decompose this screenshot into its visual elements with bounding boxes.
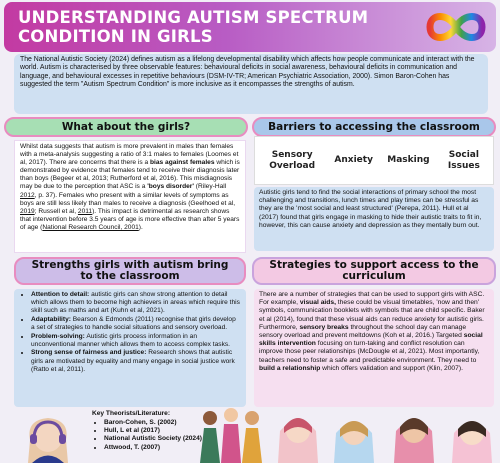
strengths-heading: Strengths girls with autism bring to the classroom <box>14 257 246 285</box>
page-title: UNDERSTANDING AUTISM SPECTRUM CONDITION IN GIRLS <box>18 8 369 46</box>
theorist-item: • Baron-Cohen, S. (2002) <box>104 419 258 427</box>
girls-faces-illustration <box>270 407 496 463</box>
strength-item: • Strong sense of fairness and justice: Research shows that autistic girls are motivated by equality and many engage in social justice work (Ratto et al, 2011). <box>31 349 241 373</box>
barriers-row <box>254 136 494 185</box>
strategies-text: There are a number of strategies that can be used to support girls with ASC. For example, visual aids, these could be visual timetables, 'now and then' symbols, communication booklets with symbols that are child specific. Baker et al (2014), found that these visual aids can reduce anxiety for autistic girls. Furthermore, sensory breaks throughout the school day can manage sensory overload and prevent meltdowns (Koh et al, 2016.) Targeted social skills intervention focusing on turn-taking and conflict resolution can improve those peer relationships (McDougle et al, 2021). Most importantly, teachers need to foster a safe and predictable environment. They need to build a relationship which offers validation and support (Klin, 2007). <box>254 289 494 407</box>
barrier-masking: Masking <box>387 155 430 165</box>
barrier-sensory-overload: Sensory Overload <box>269 149 316 171</box>
theorists-heading: Key Theorists/Literature: <box>92 410 171 417</box>
theorist-item: • Attwood, T. (2007) <box>104 444 258 452</box>
strength-item: • Problem-solving: Autistic girls process information in an unconventional manner which allows them to access complex tasks. <box>31 333 241 349</box>
barriers-heading: Barriers to accessing the classroom <box>252 117 496 137</box>
strategies-heading: Strategies to support access to the curriculum <box>252 257 496 285</box>
intro-panel: The National Autistic Society (2024) defines autism as a lifelong developmental disability which affects how people communicate and interact with the world. Autism is characterised by three observable features: behavioural deficits in social awareness, behavioural deficits in communication and language, and behavioural excesses in repetitive behaviours (DSM-IV-TR; American Psychiatric Association, 2000). Simon Baron-Cohen has suggested the term "Autism Spectrum Condition" is more inclusive as it encompasses the strengths of autism. <box>14 54 488 114</box>
barriers-text: Autistic girls tend to find the social interactions of primary school the most challenging and transitions, lunch times and play times can be stressful as they are the 'most social and least structured' (Perepa, 2011). Hull et al (2017) found that girls engage in masking to hide their autistic traits to fit in, however, this can cause anxiety and depression as they mentally burn out. <box>254 187 494 251</box>
girls-text: Whilst data suggests that autism is more prevalent in males than females with a meta-analysis suggesting a ratio of 3:1 males to females (Loomes et al, 2017). There are concerns that there is a bias against females which is demonstrated by evidence that females tend to receive their diagnosis later than boys (Begeer et al, 2013; Rutherford et al, 2016). This misdiagnosis may be due to the perception that ASC is a 'boys disorder' (Riley-Hall 2012, p. 37). Females who present with a similar levels of symptoms as boys are still less likely than males to receive a diagnosis (Geelhoed et al, 2019; Russell et al, 2011). This impact is detrimental as research shows that intervention before 3.5 years of age is more effective than after 5 years of age (National Research Council, 2001). <box>14 140 246 253</box>
girl-with-headphones-illustration <box>12 410 84 463</box>
barrier-anxiety: Anxiety <box>334 155 373 165</box>
theorist-item: • Hull, L et al (2017) <box>104 427 258 435</box>
rainbow-infinity-icon <box>424 5 488 49</box>
group-of-girls-illustration <box>196 404 266 463</box>
strength-item: • Attention to detail: autistic girls can show strong attention to detail which allows them to become high achievers in areas which require this skill such as maths and art (Kuhn et al, 2021). <box>31 291 241 315</box>
theorist-item: • National Autistic Society (2024) <box>104 435 258 443</box>
barrier-social-issues: Social Issues <box>447 149 480 171</box>
header-banner <box>4 2 496 52</box>
strength-item: • Adaptability: Bearson & Edmonds (2011) recognise that girls develop a set of strategies to handle social situations and sensory overload. <box>31 316 241 332</box>
strengths-list <box>14 289 246 407</box>
girls-heading: What about the girls? <box>4 117 248 137</box>
